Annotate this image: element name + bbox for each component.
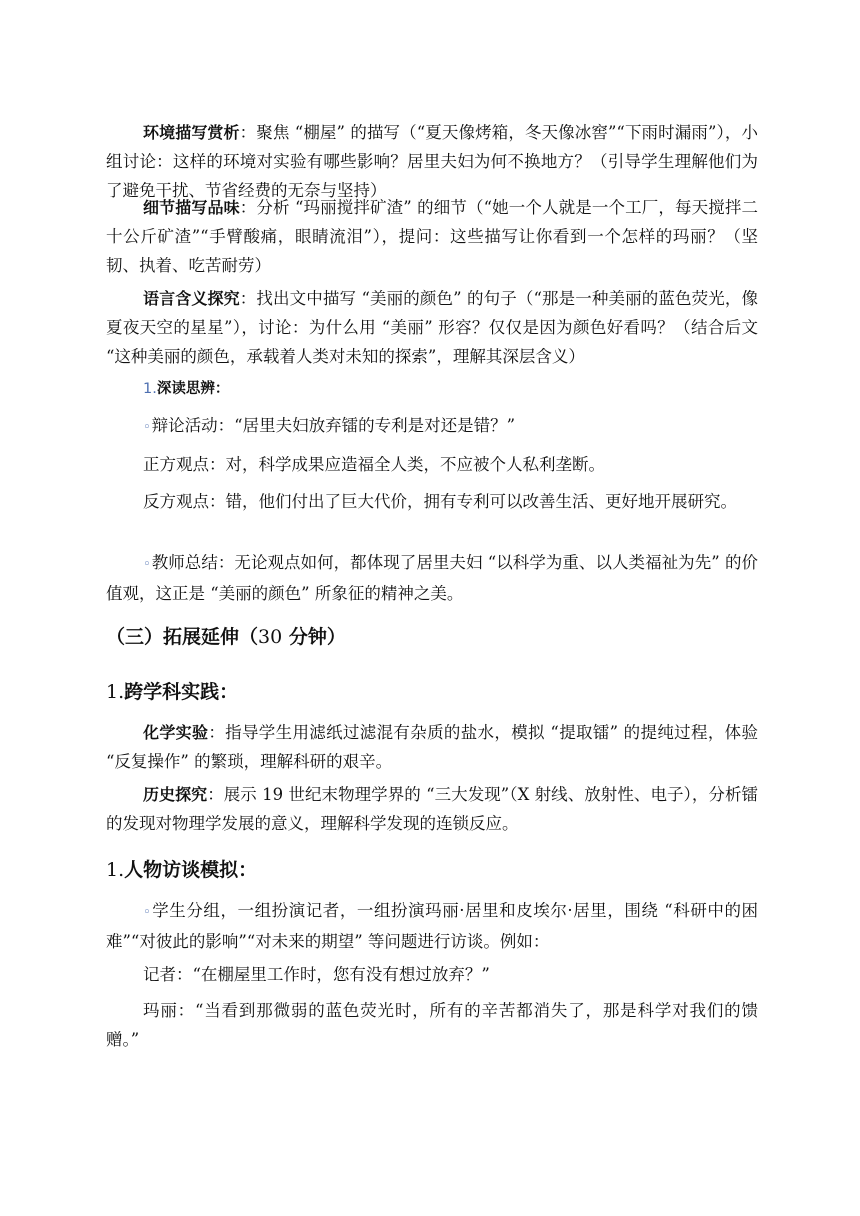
section-three-title-end: 分钟）: [282, 626, 346, 648]
detail-analysis-paragraph: [106, 193, 758, 280]
history-exploration-paragraph: [106, 780, 758, 838]
cross-subject-heading: [106, 677, 238, 707]
bullet-icon: ◦: [143, 557, 151, 572]
debate-activity: [143, 411, 515, 442]
environment-analysis-text: ：聚焦 “棚屋” 的描写（“夏天像烤箱，冬天像冰窖”“下雨时漏雨”），小组讨论：这样的环境对实验有哪些影响？居里夫妇为何不换地方？（引导学生理解他们为了避免干扰、节省经费的无奈与坚持）: [106, 123, 758, 200]
language-analysis-paragraph: [106, 284, 758, 371]
section-three-minutes: 30: [258, 626, 283, 648]
deep-reading-heading: [143, 377, 229, 401]
deep-reading-number: 1.: [143, 381, 157, 397]
environment-analysis-paragraph: [106, 118, 758, 205]
language-analysis-text: ：找出文中描写 “美丽的颜色” 的句子（“那是一种美丽的蓝色荧光，像夏夜天空的星星”），讨论：为什么用 “美丽” 形容？仅仅是因为颜色好看吗？（结合后文 “这种美丽的颜色，承载着人类对未知的探索”，理解其深层含义）: [106, 289, 758, 366]
teacher-summary-paragraph: [106, 548, 758, 608]
interview-number: 1.: [106, 859, 125, 881]
chemistry-label: 化学实验: [143, 723, 209, 742]
language-analysis-label: 语言含义探究: [143, 289, 240, 308]
cross-subject-number: 1.: [106, 681, 125, 703]
bullet-icon: ◦: [143, 420, 151, 435]
environment-analysis-label: 环境描写赏析: [143, 123, 240, 142]
history-label: 历史探究: [143, 785, 208, 804]
interview-intro-paragraph: [106, 896, 758, 956]
section-three-heading: [106, 622, 346, 652]
history-text: ：展示 19 世纪末物理学界的 “三大发现”（X 射线、放射性、电子），分析镭的发现对物理学发展的意义，理解科学发现的连锁反应。: [106, 785, 758, 833]
teacher-summary-text: 教师总结：无论观点如何，都体现了居里夫妇 “以科学为重、以人类福祉为先” 的价值观，这正是 “美丽的颜色” 所象征的精神之美。: [106, 553, 758, 603]
chemistry-text: ：指导学生用滤纸过滤混有杂质的盐水，模拟 “提取镭” 的提纯过程，体验 “反复操作” 的繁琐，理解科研的艰辛。: [106, 723, 758, 771]
interview-label: 人物访谈模拟：: [124, 859, 258, 881]
detail-analysis-label: 细节描写品味: [143, 198, 240, 217]
pro-side-view: 正方观点：对，科学成果应造福全人类，不应被个人私利垄断。: [143, 455, 605, 474]
con-side-view: 反方观点：错，他们付出了巨大代价，拥有专利可以改善生活、更好地开展研究。: [143, 492, 737, 511]
section-three-title: （三）拓展延伸（: [106, 626, 259, 648]
chemistry-experiment-paragraph: [106, 718, 758, 776]
debate-activity-text: 辩论活动：“居里夫妇放弃镭的专利是对还是错？”: [151, 416, 516, 435]
cross-subject-label: 跨学科实践：: [124, 681, 239, 703]
interview-heading: [106, 855, 257, 885]
detail-analysis-text: ：分析 “玛丽搅拌矿渣” 的细节（“她一个人就是一个工厂，每天搅拌二十公斤矿渣”“手臂酸痛，眼睛流泪”），提问：这些描写让你看到一个怎样的玛丽？（坚韧、执着、吃苦耐劳）: [106, 198, 758, 275]
bullet-icon: ◦: [143, 905, 152, 920]
interview-intro-text: 学生分组，一组扮演记者，一组扮演玛丽·居里和皮埃尔·居里，围绕 “科研中的困难”“对彼此的影响”“对未来的期望” 等问题进行访谈。例如：: [106, 901, 759, 951]
marie-answer: 玛丽：“当看到那微弱的蓝色荧光时，所有的辛苦都消失了，那是科学对我们的馈赠。”: [106, 1001, 758, 1049]
deep-reading-label: 深读思辨：: [156, 381, 230, 397]
reporter-question: 记者：“在棚屋里工作时，您有没有想过放弃？”: [143, 965, 490, 984]
